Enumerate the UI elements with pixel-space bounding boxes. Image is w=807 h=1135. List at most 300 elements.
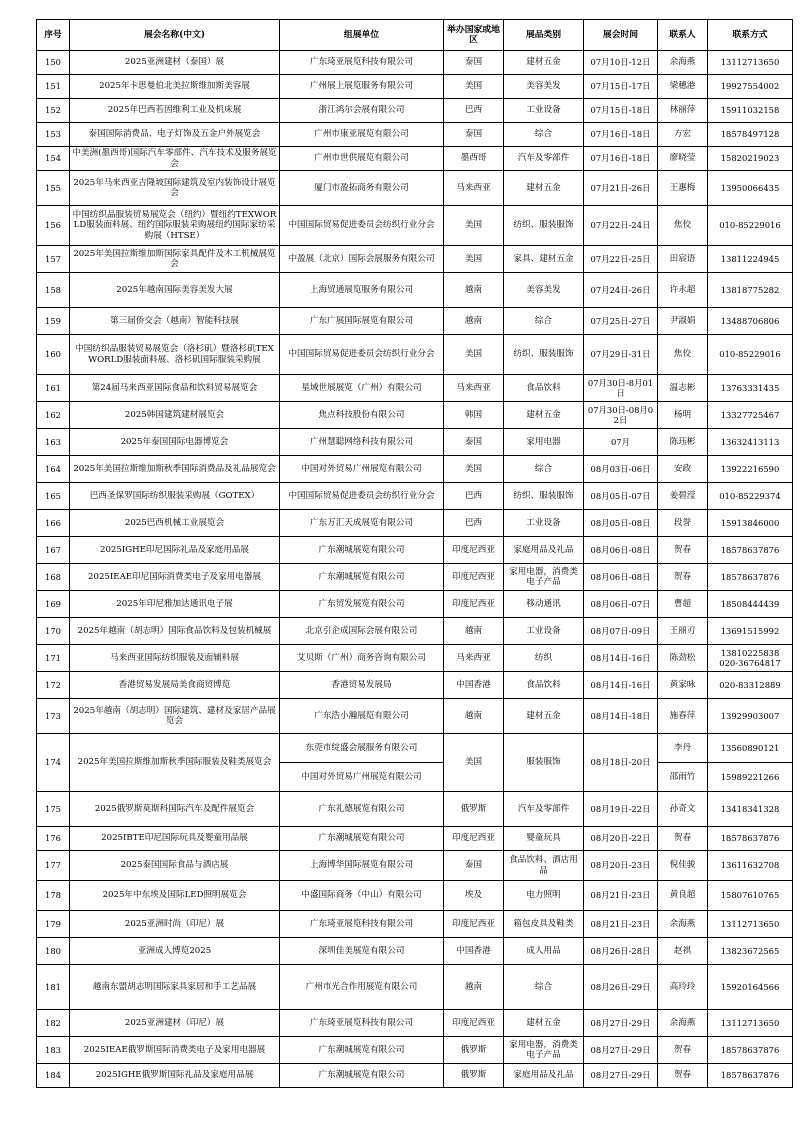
date-cell: 07月10日-12日 <box>584 51 658 75</box>
table-row <box>37 645 793 672</box>
date-cell: 08月06日-07日 <box>584 591 658 618</box>
category-cell: 电力照明 <box>504 881 584 911</box>
organizer-cell: 中国国际贸易促进委员会纺织行业分会 <box>280 206 444 246</box>
date-cell: 07月 <box>584 429 658 456</box>
country-cell: 美国 <box>444 456 504 483</box>
exhibition-name-cell: 2025俄罗斯莫斯科国际汽车及配件展览会 <box>70 792 280 827</box>
category-cell: 家庭用品及礼品 <box>504 537 584 564</box>
table-row <box>37 273 793 308</box>
row-number-cell: 170 <box>37 618 70 645</box>
contact-person-cell: 焦佼 <box>658 206 708 246</box>
date-cell: 08月03日-06日 <box>584 456 658 483</box>
contact-person-cell: 赵祺 <box>658 938 708 965</box>
organizer-cell: 香港贸易发展局 <box>280 672 444 699</box>
country-cell: 俄罗斯 <box>444 1064 504 1088</box>
exhibition-name-cell: 2025巴西机械工业展览会 <box>70 510 280 537</box>
contact-person-cell: 李丹 <box>658 734 708 763</box>
country-cell: 印度尼西亚 <box>444 1010 504 1037</box>
contact-person-cell: 杨明 <box>658 402 708 429</box>
table-row <box>37 1064 793 1088</box>
organizer-cell: 中国对外贸易广州展览有限公司 <box>280 456 444 483</box>
table-row <box>37 911 793 938</box>
date-cell: 08月26日-29日 <box>584 965 658 1010</box>
phone-cell: 13818775282 <box>708 273 793 308</box>
organizer-cell: 艾贝斯（广州）商务咨询有限公司 <box>280 645 444 672</box>
date-cell: 08月05日-08日 <box>584 510 658 537</box>
row-number-cell: 156 <box>37 206 70 246</box>
exhibition-name-cell: 2025年美国拉斯维加斯国际家具配件及木工机械展览会 <box>70 246 280 273</box>
contact-person-cell: 贺春 <box>658 1064 708 1088</box>
contact-person-cell: 施春萍 <box>658 699 708 734</box>
exhibition-name-cell: 第三届侨交会（越南）智能科技展 <box>70 308 280 335</box>
exhibition-name-cell: 2025年马来西亚吉隆坡国际建筑及室内装饰设计展览会 <box>70 171 280 206</box>
table-row <box>37 402 793 429</box>
table-row <box>37 827 793 851</box>
contact-person-cell: 安政 <box>658 456 708 483</box>
organizer-cell: 广州慧聪网络科技有限公司 <box>280 429 444 456</box>
country-cell: 泰国 <box>444 123 504 147</box>
phone-cell: 18578637876 <box>708 564 793 591</box>
row-number-cell: 179 <box>37 911 70 938</box>
phone-cell: 18578637876 <box>708 827 793 851</box>
organizer-cell: 浙江鸿尔会展有限公司 <box>280 99 444 123</box>
country-cell: 韩国 <box>444 402 504 429</box>
table-row <box>37 1037 793 1064</box>
phone-cell: 13763331435 <box>708 375 793 402</box>
country-cell: 泰国 <box>444 851 504 881</box>
exhibition-name-cell: 中国纺织品服装贸易展览会（纽约）暨纽约TEXWORLD服装面料展、纽约国际服装采购展纽约国际家纺采购展（HTSE） <box>70 206 280 246</box>
organizer-cell: 广东琦亚展览科技有限公司 <box>280 1010 444 1037</box>
phone-cell: 15911032158 <box>708 99 793 123</box>
date-cell: 07月30日-08月02日 <box>584 402 658 429</box>
category-cell: 工业设备 <box>504 618 584 645</box>
table-row <box>37 51 793 75</box>
exhibition-name-cell: 2025韩国建筑建材展览会 <box>70 402 280 429</box>
table-row <box>37 564 793 591</box>
phone-cell: 13611632708 <box>708 851 793 881</box>
table-row <box>37 618 793 645</box>
category-cell: 建材五金 <box>504 171 584 206</box>
organizer-cell: 北京引企成国际会展有限公司 <box>280 618 444 645</box>
country-cell: 印度尼西亚 <box>444 537 504 564</box>
phone-cell: 13922216590 <box>708 456 793 483</box>
table-row <box>37 537 793 564</box>
date-cell: 08月20日-22日 <box>584 827 658 851</box>
row-number-cell: 157 <box>37 246 70 273</box>
contact-person-cell: 黄家咏 <box>658 672 708 699</box>
contact-person-cell: 王丽刃 <box>658 618 708 645</box>
contact-person-cell: 段誉 <box>658 510 708 537</box>
row-number-cell: 150 <box>37 51 70 75</box>
header-cell: 展会时间 <box>584 20 658 51</box>
row-number-cell: 159 <box>37 308 70 335</box>
date-cell: 08月21日-23日 <box>584 881 658 911</box>
category-cell: 汽车及零部件 <box>504 147 584 171</box>
category-cell: 美容美发 <box>504 273 584 308</box>
country-cell: 俄罗斯 <box>444 792 504 827</box>
table-row <box>37 591 793 618</box>
date-cell: 07月16日-18日 <box>584 147 658 171</box>
date-cell: 07月30日-8月01日 <box>584 375 658 402</box>
phone-cell: 15920164566 <box>708 965 793 1010</box>
phone-cell: 15989221266 <box>708 763 793 792</box>
exhibition-name-cell: 2025亚洲建材（泰国）展 <box>70 51 280 75</box>
contact-person-cell: 梁穗港 <box>658 75 708 99</box>
category-cell: 建材五金 <box>504 1010 584 1037</box>
phone-cell: 13418341328 <box>708 792 793 827</box>
phone-cell: 18508444439 <box>708 591 793 618</box>
date-cell: 08月06日-08日 <box>584 564 658 591</box>
date-cell: 08月19日-22日 <box>584 792 658 827</box>
table-row <box>37 123 793 147</box>
category-cell: 移动通讯 <box>504 591 584 618</box>
row-number-cell: 154 <box>37 147 70 171</box>
table-row <box>37 206 793 246</box>
contact-person-cell: 温志彬 <box>658 375 708 402</box>
category-cell: 建材五金 <box>504 51 584 75</box>
date-cell: 07月16日-18日 <box>584 123 658 147</box>
exhibition-name-cell: 2025年美国拉斯维加斯秋季国际服装及鞋类展览会 <box>70 734 280 792</box>
header-cell: 展会名称(中文) <box>70 20 280 51</box>
header-cell: 联系方式 <box>708 20 793 51</box>
exhibition-name-cell: 越南东盟胡志明国际家具家居和手工艺品展 <box>70 965 280 1010</box>
row-number-cell: 176 <box>37 827 70 851</box>
country-cell: 越南 <box>444 618 504 645</box>
organizer-cell: 广东琦亚展览科技有限公司 <box>280 911 444 938</box>
contact-person-cell: 贺春 <box>658 1037 708 1064</box>
contact-person-cell: 曹超 <box>658 591 708 618</box>
table-row <box>37 75 793 99</box>
row-number-cell: 155 <box>37 171 70 206</box>
country-cell: 埃及 <box>444 881 504 911</box>
exhibition-name-cell: 泰国国际消费品、电子灯饰及五金户外展览会 <box>70 123 280 147</box>
country-cell: 马来西亚 <box>444 645 504 672</box>
country-cell: 印度尼西亚 <box>444 564 504 591</box>
organizer-cell: 广东潮城展览有限公司 <box>280 564 444 591</box>
row-number-cell: 182 <box>37 1010 70 1037</box>
category-cell: 综合 <box>504 123 584 147</box>
country-cell: 美国 <box>444 206 504 246</box>
organizer-cell: 广东潮城展览有限公司 <box>280 1064 444 1088</box>
date-cell: 08月14日-16日 <box>584 645 658 672</box>
row-number-cell: 162 <box>37 402 70 429</box>
header-cell: 组展单位 <box>280 20 444 51</box>
row-number-cell: 158 <box>37 273 70 308</box>
country-cell: 越南 <box>444 699 504 734</box>
table-row <box>37 1010 793 1037</box>
contact-person-cell: 余海燕 <box>658 1010 708 1037</box>
exhibition-name-cell: 马来西亚国际纺织服装及面辅料展 <box>70 645 280 672</box>
category-cell: 服装服饰 <box>504 734 584 792</box>
exhibition-name-cell: 2025年越南国际美容美发大展 <box>70 273 280 308</box>
category-cell: 纺织、服装服饰 <box>504 206 584 246</box>
header-cell: 序号 <box>37 20 70 51</box>
date-cell: 08月26日-28日 <box>584 938 658 965</box>
organizer-cell: 广东贸发展览有限公司 <box>280 591 444 618</box>
category-cell: 家用电器 <box>504 429 584 456</box>
organizer-cell: 深圳佳美展览有限公司 <box>280 938 444 965</box>
country-cell: 中国香港 <box>444 672 504 699</box>
phone-cell: 18578637876 <box>708 537 793 564</box>
country-cell: 墨西哥 <box>444 147 504 171</box>
row-number-cell: 177 <box>37 851 70 881</box>
country-cell: 马来西亚 <box>444 171 504 206</box>
row-number-cell: 175 <box>37 792 70 827</box>
row-number-cell: 173 <box>37 699 70 734</box>
row-number-cell: 165 <box>37 483 70 510</box>
category-cell: 纺织、服装服饰 <box>504 335 584 375</box>
phone-cell: 13112713650 <box>708 51 793 75</box>
table-row <box>37 965 793 1010</box>
category-cell: 建材五金 <box>504 699 584 734</box>
organizer-cell: 广东广展国际展览有限公司 <box>280 308 444 335</box>
category-cell: 建材五金 <box>504 402 584 429</box>
organizer-cell: 上海博华国际展览有限公司 <box>280 851 444 881</box>
category-cell: 汽车及零部件 <box>504 792 584 827</box>
exhibition-name-cell: 巴西圣保罗国际纺织服装采购展（GOTEX） <box>70 483 280 510</box>
date-cell: 07月15日-18日 <box>584 99 658 123</box>
date-cell: 08月14日-16日 <box>584 672 658 699</box>
phone-cell: 010-85229016 <box>708 206 793 246</box>
organizer-cell: 广州展上展览服务有限公司 <box>280 75 444 99</box>
contact-person-cell: 许永超 <box>658 273 708 308</box>
organizer-cell: 星域世展展览（广州）有限公司 <box>280 375 444 402</box>
organizer-cell: 中盛国际商务（中山）有限公司 <box>280 881 444 911</box>
exhibition-name-cell: 2025IEAE印尼国际消费类电子及家用电器展 <box>70 564 280 591</box>
country-cell: 巴西 <box>444 99 504 123</box>
contact-person-cell: 尹淑娟 <box>658 308 708 335</box>
organizer-cell: 广东琦亚展览科技有限公司 <box>280 51 444 75</box>
exhibition-name-cell: 2025年越南（胡志明）国际食品饮料及包装机械展 <box>70 618 280 645</box>
category-cell: 综合 <box>504 308 584 335</box>
exhibition-name-cell: 2025年越南（胡志明）国际建筑、建材及家居产品展览会 <box>70 699 280 734</box>
exhibition-name-cell: 2025IGHE俄罗斯国际礼品及家庭用品展 <box>70 1064 280 1088</box>
phone-cell: 13929903007 <box>708 699 793 734</box>
exhibition-name-cell: 2025IEAE俄罗斯国际消费类电子及家用电器展 <box>70 1037 280 1064</box>
contact-person-cell: 姜碧滢 <box>658 483 708 510</box>
phone-cell: 18578637876 <box>708 1037 793 1064</box>
country-cell: 泰国 <box>444 51 504 75</box>
date-cell: 08月07日-09日 <box>584 618 658 645</box>
country-cell: 印度尼西亚 <box>444 827 504 851</box>
table-row <box>37 335 793 375</box>
row-number-cell: 168 <box>37 564 70 591</box>
organizer-cell: 广东潮城展览有限公司 <box>280 827 444 851</box>
category-cell: 综合 <box>504 965 584 1010</box>
row-number-cell: 160 <box>37 335 70 375</box>
phone-cell: 13488706806 <box>708 308 793 335</box>
table-row <box>37 510 793 537</box>
table-row <box>37 851 793 881</box>
exhibition-name-cell: 2025年印尼雅加达通讯电子展 <box>70 591 280 618</box>
category-cell: 食品饮料、酒店用品 <box>504 851 584 881</box>
country-cell: 越南 <box>444 308 504 335</box>
exhibition-name-cell: 2025年中东埃及国际LED照明展览会 <box>70 881 280 911</box>
organizer-cell: 中国国际贸易促进委员会纺织行业分会 <box>280 335 444 375</box>
country-cell: 越南 <box>444 965 504 1010</box>
row-number-cell: 153 <box>37 123 70 147</box>
organizer-cell: 广州市康亚展览有限公司 <box>280 123 444 147</box>
phone-cell: 13327725467 <box>708 402 793 429</box>
country-cell: 中国香港 <box>444 938 504 965</box>
category-cell: 家用电器，消费类电子产品 <box>504 1037 584 1064</box>
contact-person-cell: 余海燕 <box>658 51 708 75</box>
date-cell: 07月15日-17日 <box>584 75 658 99</box>
category-cell: 家庭用品及礼品 <box>504 1064 584 1088</box>
date-cell: 08月05日-07日 <box>584 483 658 510</box>
organizer-cell: 中国对外贸易广州展览有限公司 <box>280 763 444 792</box>
phone-cell: 13823672565 <box>708 938 793 965</box>
exhibition-name-cell: 第24届马来西亚国际食品和饮料贸易展览会 <box>70 375 280 402</box>
header-cell: 展品类别 <box>504 20 584 51</box>
table-row <box>37 699 793 734</box>
contact-person-cell: 余海燕 <box>658 911 708 938</box>
country-cell: 印度尼西亚 <box>444 911 504 938</box>
country-cell: 马来西亚 <box>444 375 504 402</box>
exhibition-name-cell: 2025IGHE印尼国际礼品及家庭用品展 <box>70 537 280 564</box>
country-cell: 泰国 <box>444 429 504 456</box>
exhibition-name-cell: 2025年巴西若因维利工业及机床展 <box>70 99 280 123</box>
country-cell: 俄罗斯 <box>444 1037 504 1064</box>
contact-person-cell: 邵雨竹 <box>658 763 708 792</box>
category-cell: 食品饮料 <box>504 375 584 402</box>
row-number-cell: 164 <box>37 456 70 483</box>
organizer-cell: 广东礼德展览有限公司 <box>280 792 444 827</box>
date-cell: 08月21日-23日 <box>584 911 658 938</box>
country-cell: 越南 <box>444 273 504 308</box>
country-cell: 美国 <box>444 75 504 99</box>
category-cell: 婴童玩具 <box>504 827 584 851</box>
phone-cell: 13811224945 <box>708 246 793 273</box>
table-row <box>37 881 793 911</box>
phone-cell: 18578637876 <box>708 1064 793 1088</box>
country-cell: 美国 <box>444 246 504 273</box>
contact-person-cell: 方宏 <box>658 123 708 147</box>
table-row <box>37 246 793 273</box>
organizer-cell: 广东潮城展览有限公司 <box>280 537 444 564</box>
contact-person-cell: 王惠梅 <box>658 171 708 206</box>
phone-cell: 15820219023 <box>708 147 793 171</box>
category-cell: 综合 <box>504 456 584 483</box>
organizer-cell: 广州市世供展览有限公司 <box>280 147 444 171</box>
phone-cell: 18578497128 <box>708 123 793 147</box>
row-number-cell: 184 <box>37 1064 70 1088</box>
table-row <box>37 147 793 171</box>
category-cell: 纺织 <box>504 645 584 672</box>
row-number-cell: 171 <box>37 645 70 672</box>
phone-cell: 15807610765 <box>708 881 793 911</box>
exhibition-name-cell: 中国纺织品服装贸易展览会（洛杉矶）暨洛杉矶TEXWORLD服装面料展、洛杉矶国际服装采购展 <box>70 335 280 375</box>
contact-person-cell: 廖晓莹 <box>658 147 708 171</box>
table-row <box>37 734 793 763</box>
contact-person-cell: 陈劲松 <box>658 645 708 672</box>
row-number-cell: 172 <box>37 672 70 699</box>
category-cell: 食品饮料 <box>504 672 584 699</box>
row-number-cell: 152 <box>37 99 70 123</box>
contact-person-cell: 贺春 <box>658 564 708 591</box>
table-row <box>37 99 793 123</box>
date-cell: 07月24日-26日 <box>584 273 658 308</box>
contact-person-cell: 陈珏彬 <box>658 429 708 456</box>
table-row <box>37 672 793 699</box>
country-cell: 巴西 <box>444 483 504 510</box>
exhibition-name-cell: 2025泰国国际食品与酒店展 <box>70 851 280 881</box>
date-cell: 07月21日-26日 <box>584 171 658 206</box>
category-cell: 纺织、服装服饰 <box>504 483 584 510</box>
exhibition-name-cell: 2025年美国拉斯维加斯秋季国际消费品及礼品展览会 <box>70 456 280 483</box>
contact-person-cell: 黄良超 <box>658 881 708 911</box>
exhibition-name-cell: 2025IBTE印尼国际玩具及婴童用品展 <box>70 827 280 851</box>
phone-cell: 13632413113 <box>708 429 793 456</box>
category-cell: 工业设备 <box>504 510 584 537</box>
organizer-cell: 广州市光合作用展览有限公司 <box>280 965 444 1010</box>
exhibition-name-cell: 亚洲成人博览2025 <box>70 938 280 965</box>
header-cell: 联系人 <box>658 20 708 51</box>
category-cell: 家具、建材五金 <box>504 246 584 273</box>
table-row <box>37 456 793 483</box>
organizer-cell: 广东万汇天成展览有限公司 <box>280 510 444 537</box>
exhibition-name-cell: 2025亚洲时尚（印尼）展 <box>70 911 280 938</box>
date-cell: 08月06日-08日 <box>584 537 658 564</box>
date-cell: 08月27日-29日 <box>584 1064 658 1088</box>
category-cell: 成人用品 <box>504 938 584 965</box>
phone-cell: 13112713650 <box>708 911 793 938</box>
row-number-cell: 181 <box>37 965 70 1010</box>
row-number-cell: 180 <box>37 938 70 965</box>
country-cell: 美国 <box>444 734 504 792</box>
country-cell: 美国 <box>444 335 504 375</box>
row-number-cell: 163 <box>37 429 70 456</box>
table-row <box>37 171 793 206</box>
phone-cell: 020-83312889 <box>708 672 793 699</box>
organizer-cell: 焦点科技股份有限公司 <box>280 402 444 429</box>
phone-cell: 010-85229374 <box>708 483 793 510</box>
organizer-cell: 上海贸通展览服务有限公司 <box>280 273 444 308</box>
table-row <box>37 308 793 335</box>
header-cell: 举办国家或地区 <box>444 20 504 51</box>
date-cell: 07月29日-31日 <box>584 335 658 375</box>
country-cell: 印度尼西亚 <box>444 591 504 618</box>
row-number-cell: 151 <box>37 75 70 99</box>
table-row <box>37 792 793 827</box>
category-cell: 家用电器，消费类电子产品 <box>504 564 584 591</box>
row-number-cell: 169 <box>37 591 70 618</box>
exhibition-name-cell: 2025亚洲建材（印尼）展 <box>70 1010 280 1037</box>
date-cell: 08月14日-18日 <box>584 699 658 734</box>
table-header-row <box>37 20 793 51</box>
organizer-cell: 厦门市盈拓商务有限公司 <box>280 171 444 206</box>
organizer-cell: 广东潮城展览有限公司 <box>280 1037 444 1064</box>
contact-person-cell: 高玲玲 <box>658 965 708 1010</box>
contact-person-cell: 焦佼 <box>658 335 708 375</box>
table-row <box>37 483 793 510</box>
row-number-cell: 167 <box>37 537 70 564</box>
document-page <box>36 19 792 1088</box>
date-cell: 08月27日-29日 <box>584 1037 658 1064</box>
country-cell: 巴西 <box>444 510 504 537</box>
phone-cell: 13950066435 <box>708 171 793 206</box>
date-cell: 07月22日-24日 <box>584 206 658 246</box>
contact-person-cell: 林丽萍 <box>658 99 708 123</box>
phone-cell: 010-85229016 <box>708 335 793 375</box>
row-number-cell: 166 <box>37 510 70 537</box>
contact-person-cell: 田宸语 <box>658 246 708 273</box>
exhibition-name-cell: 香港贸易发展局美食商贸博览 <box>70 672 280 699</box>
phone-cell: 13112713650 <box>708 1010 793 1037</box>
phone-cell: 13691515992 <box>708 618 793 645</box>
date-cell: 08月18日-20日 <box>584 734 658 792</box>
exhibition-name-cell: 2025年卡思曼伯北美拉斯维加斯美容展 <box>70 75 280 99</box>
